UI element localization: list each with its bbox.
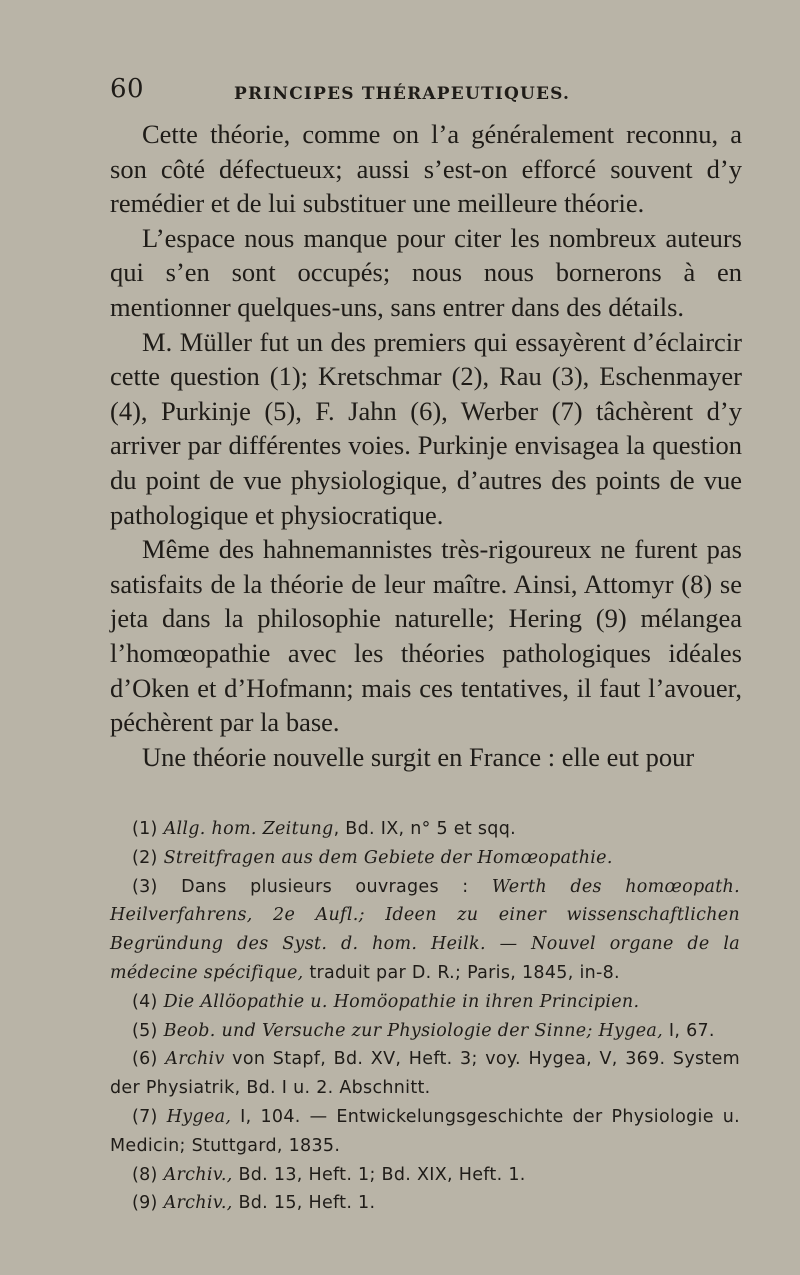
footnote-italic: Beob. und Versuche zur Physiologie der Sinne; Hygea, <box>163 1020 664 1041</box>
footnote-italic: Allg. hom. Zeitung <box>163 819 334 839</box>
footnote-number: (7) <box>132 1106 158 1127</box>
footnote-text: Bd. 13, Heft. 1; Bd. XIX, Heft. 1. <box>232 1164 526 1185</box>
footnote-italic: Archiv., <box>163 1164 233 1185</box>
page-header <box>110 74 750 110</box>
footnote-number: (6) <box>132 1049 158 1070</box>
footnote-number: (1) <box>132 819 158 839</box>
paragraph: Même des hahnemannistes très-rigoureux ne furent pas satisfaits de la théorie de leur maître. Ainsi, Attomyr (8) se jeta dans la philosophie naturelle; Hering (9) mélangea l’homœopathie avec les théories pathologiques idéales d’Oken et d’Hofmann; mais ces tentatives, il faut l’avouer, péchèrent par la base. <box>110 534 742 738</box>
footnote <box>110 1045 740 1103</box>
footnote-number: (2) <box>132 847 158 868</box>
footnote <box>110 1161 740 1190</box>
footnote-text: von Stapf, Bd. XV, Heft. 3; voy. Hygea, V, 369. System der Physiatrik, Bd. I u. 2. Abschnitt. <box>110 1049 740 1099</box>
footnote-number: (8) <box>132 1164 158 1185</box>
footnote-italic: Archiv <box>165 1049 225 1070</box>
footnote-italic: Archiv., <box>163 1193 233 1214</box>
footnote-number: (5) <box>132 1020 158 1041</box>
running-title: PRINCIPES THÉRAPEUTIQUES. <box>234 84 571 104</box>
footnote-number: (4) <box>132 991 158 1012</box>
footnote-text: traduit par D. R.; Paris, 1845, in-8. <box>303 962 620 983</box>
footnote <box>110 1189 740 1218</box>
footnotes <box>110 815 740 1218</box>
footnote <box>110 844 740 873</box>
footnote-italic: Hygea, <box>166 1106 232 1127</box>
paragraph: M. Müller fut un des premiers qui essayèrent d’éclaircir cette question (1); Kretschmar (2), Rau (3), Eschenmayer (4), Purkinje (5), F. Jahn (6), Werber (7) tâchèrent d’y arriver par différentes voies. Purkinje envisagea la question du point de vue physiologique, d’autres des points de vue pathologique et physiocratique. <box>110 326 742 530</box>
footnote-text: , Bd. IX, n° 5 et sqq. <box>333 819 516 839</box>
page-number: 60 <box>110 74 145 104</box>
footnote-text: I, 67. <box>663 1020 715 1041</box>
footnote <box>110 1103 740 1161</box>
footnote-text: Bd. 15, Heft. 1. <box>232 1193 376 1214</box>
footnote <box>110 1017 740 1046</box>
paragraph: Cette théorie, comme on l’a généralement reconnu, a son côté défectueux; aussi s’est-on efforcé souvent d’y remédier et de lui substituer une meilleure théorie. <box>110 119 742 219</box>
body-text <box>110 117 742 774</box>
footnote-text: I, 104. — Entwickelungsgeschichte der Physiologie u. Medicin; Stuttgard, 1835. <box>110 1106 740 1156</box>
footnote-italic: Streitfragen aus dem Gebiete der Homœopathie. <box>163 847 613 868</box>
paragraph: Une théorie nouvelle surgit en France : elle eut pour <box>142 741 695 772</box>
footnote-lead: Dans plusieurs ouvrages : <box>181 876 492 897</box>
footnote <box>110 988 740 1017</box>
footnote-italic: Die Allöopathie u. Homöopathie in ihren Principien. <box>163 991 640 1012</box>
footnote-number: (3) <box>132 876 158 897</box>
footnote <box>110 873 740 988</box>
footnote <box>110 815 740 844</box>
paragraph: L’espace nous manque pour citer les nombreux auteurs qui s’en sont occupés; nous nous bornerons à en mentionner quelques-uns, sans entrer dans des détails. <box>110 222 742 322</box>
footnote-number: (9) <box>132 1193 158 1214</box>
footnote-italic: Werth des homœopath. Heilverfahrens, 2e Aufl.; Ideen zu einer wissenschaftlichen Begründung des Syst. d. hom. Heilk. — Nouvel organe de la médecine spécifique, <box>110 876 740 983</box>
